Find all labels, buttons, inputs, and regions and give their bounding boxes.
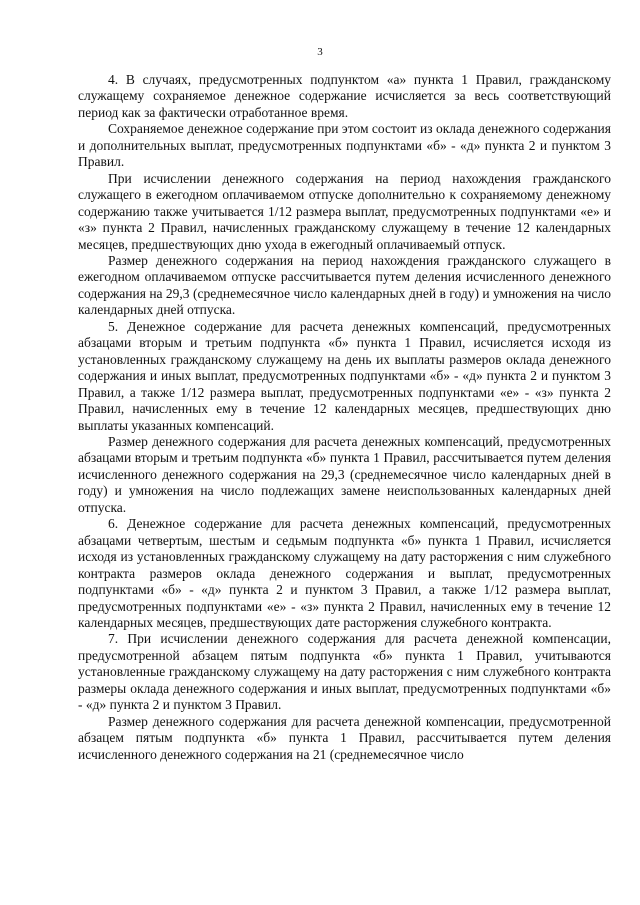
paragraph-4-composition: Сохраняемое денежное содержание при этом состоит из оклада денежного содержания и дополнительных выплат, предусмотренных подпунктами «б» - «д» пункта 2 и пунктом 3 Правил. bbox=[78, 121, 611, 170]
paragraph-7-size: Размер денежного содержания для расчета денежной компенсации, предусмотренной абзацем пятым подпункта «б» пункта 1 Правил, рассчитывается путем деления исчисленного денежного содержания на 21 (среднемесячное число bbox=[78, 713, 611, 762]
document-body bbox=[78, 72, 611, 763]
paragraph-4-vacation-calculation: При исчислении денежного содержания на период нахождения гражданского служащего в ежегодном оплачиваемом отпуске дополнительно к сохраняемому денежному содержанию также учитывается 1/12 размера выплат, предусмотренных подпунктами «е» и «з» пункта 2 Правил, начисленных гражданскому служащему в течение 12 календарных месяцев, предшествующих дню ухода в ежегодный оплачиваемый отпуск. bbox=[78, 170, 611, 252]
paragraph-4-vacation-size: Размер денежного содержания на период нахождения гражданского служащего в ежегодном оплачиваемом отпуске рассчитывается путем деления исчисленного денежного содержания на 29,3 (среднемесячное число календарных дней в году) и умножения на число календарных дней отпуска. bbox=[78, 252, 611, 318]
paragraph-4: 4. В случаях, предусмотренных подпунктом «а» пункта 1 Правил, гражданскому служащему сохраняемое денежное содержание исчисляется за весь соответствующий период как за фактически отработанное время. bbox=[78, 72, 611, 120]
page-number: 3 bbox=[317, 46, 323, 58]
paragraph-7: 7. При исчислении денежного содержания для расчета денежной компенсации, предусмотренной абзацем пятым подпункта «б» пункта 1 Правил, учитываются установленные гражданскому служащему на дату расторжения с ним служебного контракта размеры оклада денежного содержания и иных выплат, предусмотренных подпунктами «б» - «д» пункта 2 и пунктом 3 Правил. bbox=[78, 631, 611, 713]
paragraph-6: 6. Денежное содержание для расчета денежных компенсаций, предусмотренных абзацами четвертым, шестым и седьмым подпункта «б» пункта 1 Правил, исчисляется исходя из установленных гражданскому служащему на дату расторжения с ним служебного контракта размеров оклада денежного содержания и выплат, предусмотренных подпунктами «б» - «д» пункта 2 и пунктом 3 Правил, а также 1/12 размера выплат, предусмотренных подпунктами «е» - «з» пункта 2 Правил, начисленных ему в течение 12 календарных месяцев, предшествующих дате расторжения служебного контракта. bbox=[78, 516, 611, 630]
paragraph-5: 5. Денежное содержание для расчета денежных компенсаций, предусмотренных абзацами вторым и третьим подпункта «б» пункта 1 Правил, исчисляется исходя из установленных гражданскому служащему на день их выплаты размеров оклада денежного содержания и иных выплат, предусмотренных подпунктами «б» - «д» пункта 2 и пунктом 3 Правил, а также 1/12 размера выплат, предусмотренных подпунктами «е» - «з» пункта 2 Правил, начисленных ему в течение 12 календарных месяцев, предшествующих дню выплаты указанных компенсаций. bbox=[78, 318, 611, 433]
paragraph-5-size: Размер денежного содержания для расчета денежных компенсаций, предусмотренных абзацами вторым и третьим подпункта «б» пункта 1 Правил, рассчитывается путем деления исчисленного денежного содержания на 29,3 (среднемесячное число календарных дней в году) и умножения на число подлежащих замене неиспользованных календарных дней отпуска. bbox=[78, 433, 611, 515]
